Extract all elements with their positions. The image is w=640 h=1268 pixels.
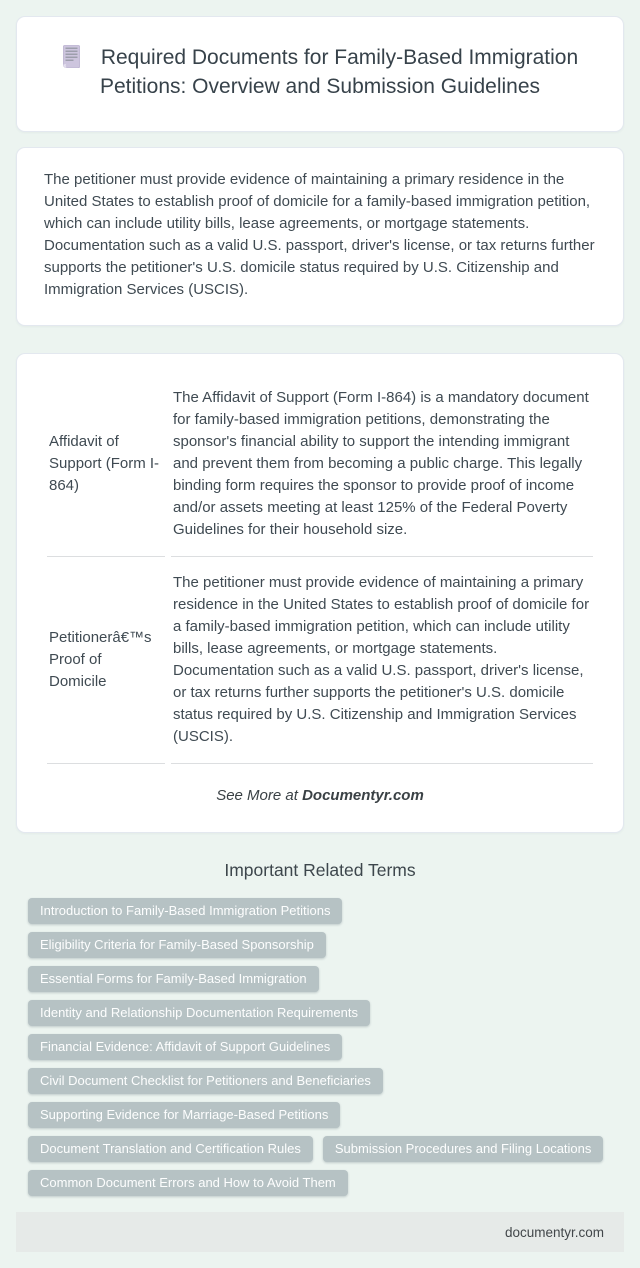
footer-bar: [16, 1212, 624, 1252]
summary-card: [16, 147, 624, 326]
related-term-tag[interactable]: Financial Evidence: Affidavit of Support Guidelines: [28, 1034, 342, 1060]
related-term-tag[interactable]: Introduction to Family-Based Immigration Petitions: [28, 898, 342, 924]
table-row: [47, 372, 593, 557]
header-card: [16, 16, 624, 132]
related-terms-list: [16, 898, 624, 1196]
terms-table-card: [16, 353, 624, 833]
see-more-site-link[interactable]: Documentyr.com: [302, 787, 424, 804]
related-term-tag[interactable]: Common Document Errors and How to Avoid Them: [28, 1170, 348, 1196]
related-term-tag[interactable]: Supporting Evidence for Marriage-Based Petitions: [28, 1102, 340, 1128]
page-title-text: Required Documents for Family-Based Immigration Petitions: Overview and Submission Guidelines: [99, 46, 579, 98]
related-term-tag[interactable]: Civil Document Checklist for Petitioners and Beneficiaries: [28, 1068, 383, 1094]
receipt-icon: [62, 45, 81, 68]
summary-text: The petitioner must provide evidence of maintaining a primary residence in the United States to establish proof of domicile for a family-based immigration petition, which can include utility bills, lease agreements, or mortgage statements. Documentation such as a valid U.S. passport, driver's license, or tax returns further supports the petitioner's U.S. domicile status required by U.S. Citizenship and Immigration Services (USCIS).: [44, 171, 595, 298]
related-terms-heading: Important Related Terms: [224, 860, 416, 880]
see-more-prefix: See More at: [216, 787, 303, 804]
term-cell: Affidavit of Support (Form I-864): [47, 372, 165, 557]
footer-site-link[interactable]: documentyr.com: [504, 1224, 604, 1240]
term-cell: Petitionerâ€™s Proof of Domicile: [47, 557, 165, 764]
related-term-tag[interactable]: Document Translation and Certification Rules: [28, 1136, 313, 1162]
terms-table-body: [47, 372, 593, 764]
related-term-tag[interactable]: Essential Forms for Family-Based Immigration: [28, 966, 319, 992]
related-term-tag[interactable]: Submission Procedures and Filing Locations: [323, 1136, 604, 1162]
term-description-cell: The petitioner must provide evidence of maintaining a primary residence in the United States to establish proof of domicile for a family-based immigration petition, which can include utility bills, lease agreements, or mortgage statements. Documentation such as a valid U.S. passport, driver's license, or tax returns further supports the petitioner's U.S. domicile status required by U.S. Citizenship and Immigration Services (USCIS).: [171, 557, 593, 764]
related-term-tag[interactable]: Eligibility Criteria for Family-Based Sponsorship: [28, 932, 326, 958]
term-description-cell: The Affidavit of Support (Form I-864) is a mandatory document for family-based immigration petitions, demonstrating the sponsor's financial ability to support the intending immigrant and prevent them from becoming a public charge. This legally binding form requires the sponsor to provide proof of income and/or assets meeting at least 125% of the Federal Poverty Guidelines for their household size.: [171, 372, 593, 557]
terms-table: [41, 372, 599, 764]
page-title: [57, 43, 583, 101]
related-term-tag[interactable]: Identity and Relationship Documentation Requirements: [28, 1000, 370, 1026]
see-more-line: [41, 787, 599, 804]
table-row: [47, 557, 593, 764]
